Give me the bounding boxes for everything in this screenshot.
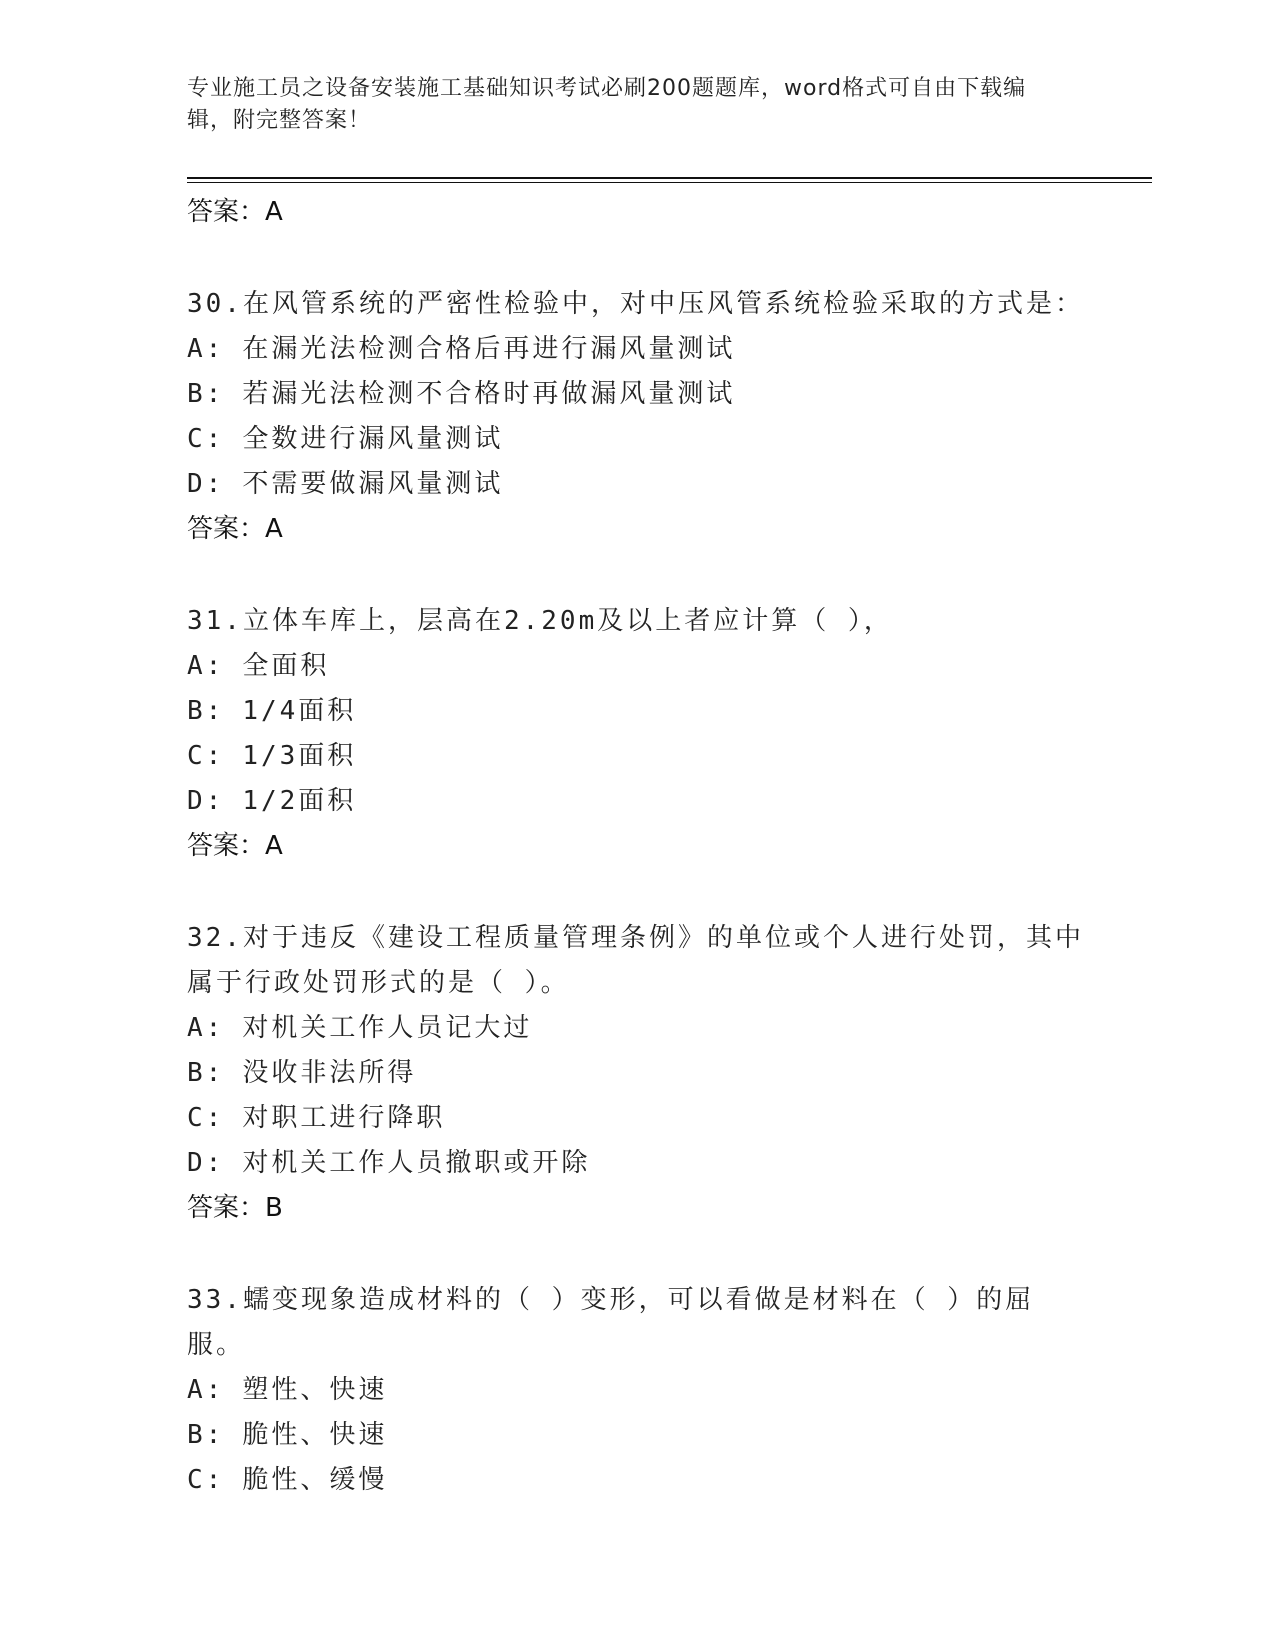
document-header-title: 专业施工员之设备安装施工基础知识考试必刷200题题库，word格式可自由下载编辑，附完整答案！ [187, 76, 1027, 133]
option-text: 全数进行漏风量测试 [242, 424, 504, 454]
option-letter: B: [187, 696, 225, 726]
option-letter: C: [187, 1465, 225, 1495]
question-list [187, 190, 1087, 1503]
option-text: 脆性、快速 [242, 1420, 388, 1450]
question-stem: 31.立体车库上，层高在2.20m及以上者应计算（ ）， [187, 606, 893, 636]
option-text: 1/2面积 [242, 786, 357, 816]
option-letter: B: [187, 1420, 225, 1450]
question-stem: 33.蠕变现象造成材料的（ ）变形，可以看做是材料在（ ）的屈服。 [187, 1285, 1035, 1360]
option-b [187, 1051, 1087, 1096]
option-text: 不需要做漏风量测试 [242, 469, 504, 499]
option-text: 全面积 [242, 651, 330, 681]
spacer [187, 868, 1087, 916]
option-text: 1/3面积 [242, 741, 357, 771]
spacer [187, 551, 1087, 599]
option-letter: A: [187, 651, 225, 681]
option-letter: D: [187, 786, 225, 816]
option-c [187, 1458, 1087, 1503]
option-text: 1/4面积 [242, 696, 357, 726]
option-a [187, 1368, 1087, 1413]
option-b [187, 372, 1087, 417]
question-stem: 30.在风管系统的严密性检验中，对中压风管系统检验采取的方式是： [187, 289, 1084, 319]
option-a [187, 327, 1087, 372]
header-divider-thin [187, 182, 1152, 183]
option-letter: A: [187, 1013, 225, 1043]
question-stem: 32.对于违反《建设工程质量管理条例》的单位或个人进行处罚，其中属于行政处罚形式的是（ ）。 [187, 923, 1084, 998]
option-b [187, 689, 1087, 734]
question-block [187, 916, 1087, 1230]
answer-line: 答案：A [187, 514, 283, 544]
option-text: 对机关工作人员撤职或开除 [242, 1148, 591, 1178]
question-block [187, 599, 1087, 868]
answer-line: 答案：A [187, 831, 283, 861]
option-c [187, 417, 1087, 462]
option-letter: B: [187, 379, 225, 409]
option-text: 在漏光法检测合格后再进行漏风量测试 [242, 334, 736, 364]
option-letter: C: [187, 741, 225, 771]
option-letter: A: [187, 1375, 225, 1405]
option-text: 对机关工作人员记大过 [242, 1013, 533, 1043]
option-a [187, 644, 1087, 689]
option-letter: C: [187, 424, 225, 454]
option-b [187, 1413, 1087, 1458]
spacer [187, 1230, 1087, 1278]
spacer [187, 234, 1087, 282]
option-text: 没收非法所得 [242, 1058, 417, 1088]
option-text: 若漏光法检测不合格时再做漏风量测试 [242, 379, 736, 409]
option-c [187, 1096, 1087, 1141]
option-d [187, 779, 1087, 824]
option-letter: D: [187, 1148, 225, 1178]
option-d [187, 1141, 1087, 1186]
option-letter: D: [187, 469, 225, 499]
option-text: 塑性、快速 [242, 1375, 388, 1405]
option-letter: C: [187, 1103, 225, 1133]
header-divider-thick [187, 177, 1152, 179]
option-text: 脆性、缓慢 [242, 1465, 388, 1495]
question-block [187, 282, 1087, 551]
option-letter: B: [187, 1058, 225, 1088]
answer-line: 答案：B [187, 1193, 283, 1223]
option-letter: A: [187, 334, 225, 364]
question-block [187, 1278, 1087, 1503]
option-text: 对职工进行降职 [242, 1103, 446, 1133]
previous-answer: 答案：A [187, 197, 283, 227]
option-c [187, 734, 1087, 779]
option-a [187, 1006, 1087, 1051]
option-d [187, 462, 1087, 507]
